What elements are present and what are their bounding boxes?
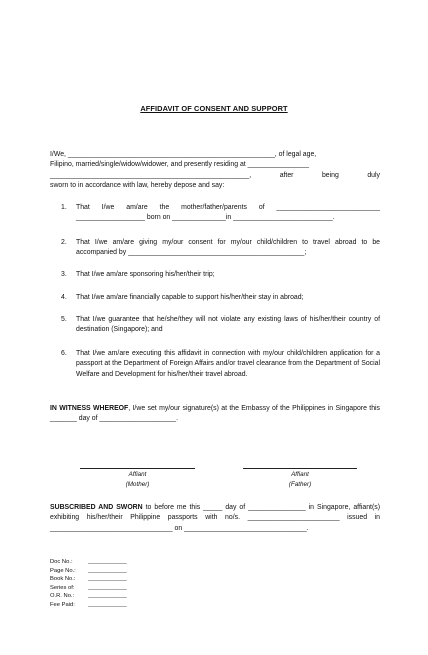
witness-heading: IN WITNESS WHEREOF [50, 405, 129, 412]
witness-paragraph [50, 404, 380, 425]
notarial-blank: ____________ [88, 559, 127, 565]
affiant-label: Affiant [128, 471, 147, 478]
notarial-label: Book No.: [50, 576, 76, 582]
intro-line-2 [50, 160, 380, 170]
intro-line-3 [50, 171, 380, 181]
intro-paragraph [50, 150, 380, 192]
intro-line-4: sworn to in accordance with law, hereby depose and say: [50, 182, 225, 190]
item-text: That I/we am/are giving my/our consent for my/our child/children to travel abroad to be accompanied by ______________________________________________; [76, 239, 380, 257]
intro-text: after [279, 171, 294, 179]
notarial-blank: ____________ [88, 567, 127, 574]
notarial-row [50, 558, 127, 567]
notarial-label: O.R. No.: [50, 593, 75, 599]
notarial-blank: ____________ [88, 593, 127, 599]
item-text: That I/we guarantee that he/she/they will not violate any existing laws of his/her/their country of destination (Singapore); and [76, 316, 380, 334]
signature-caption-mother [80, 470, 195, 490]
document-title: AFFIDAVIT OF CONSENT AND SUPPORT [140, 104, 288, 113]
notarial-blank: ____________ [88, 576, 127, 582]
notarial-row [50, 567, 127, 576]
intro-text: duly [367, 171, 380, 179]
intro-text: being [321, 171, 339, 179]
item-number: 1. [61, 204, 67, 211]
intro-line-1 [50, 150, 380, 160]
item-text: That I/we am/are financially capable to support his/her/their stay in abroad; [76, 294, 304, 301]
notarial-label: Page No.: [50, 567, 76, 574]
item-number: 4. [61, 294, 67, 301]
item-number: 2. [61, 239, 67, 246]
item-text: That I/we am/are the mother/father/parents of ___________________________ __________________ born on ______________in __________________________. [76, 204, 380, 222]
notarial-details [50, 558, 127, 609]
notarial-blank: ____________ [88, 584, 127, 591]
notarial-label: Series of: [50, 584, 75, 591]
affiant-relation: (Father) [288, 481, 312, 488]
notarial-label: Fee Paid: [50, 601, 75, 608]
notarial-row [50, 601, 127, 610]
signature-line-father [243, 468, 357, 469]
item-text: That I/we am/are sponsoring his/her/their trip; [76, 271, 215, 278]
signature-line-mother [80, 468, 195, 469]
intro-text: I/We, ______________________________________________________, of legal age, [50, 151, 317, 158]
affiant-label: Affiant [291, 471, 309, 478]
affiant-relation: (Mother) [125, 481, 150, 488]
intro-text: ____________________________________________________, [50, 171, 252, 179]
sworn-heading: SUBSCRIBED AND SWORN [50, 504, 143, 511]
notarial-row [50, 575, 127, 584]
notarial-label: Doc No.: [50, 559, 73, 565]
signature-caption-father [243, 470, 357, 490]
sworn-paragraph [50, 503, 380, 534]
notarial-row [50, 592, 127, 601]
notarial-row [50, 584, 127, 593]
witness-text: , I/we set my/our signature(s) at the Embassy of the Philippines in Singapore this _______ day of ____________________. [50, 405, 380, 423]
item-number: 3. [61, 271, 67, 278]
intro-text: Filipino, married/single/widow/widower, and presently residing at ________________ [50, 161, 309, 169]
sworn-text: to before me this _____ day of _______________ in Singapore, affiant(s) exhibiting his/her/their Philippine passports with no/s. ________________________ issued in ________________________________ on ________________________________. [50, 504, 381, 532]
item-number: 6. [61, 350, 67, 357]
item-text: That I/we am/are executing this affidavit in connection with my/our child/children application for a passport at the Department of Foreign Affairs and/or travel clearance from the Department of Social Welfare and Development for his/her/their travel abroad. [76, 350, 380, 378]
item-number: 5. [61, 316, 67, 323]
notarial-blank: ____________ [88, 601, 127, 608]
